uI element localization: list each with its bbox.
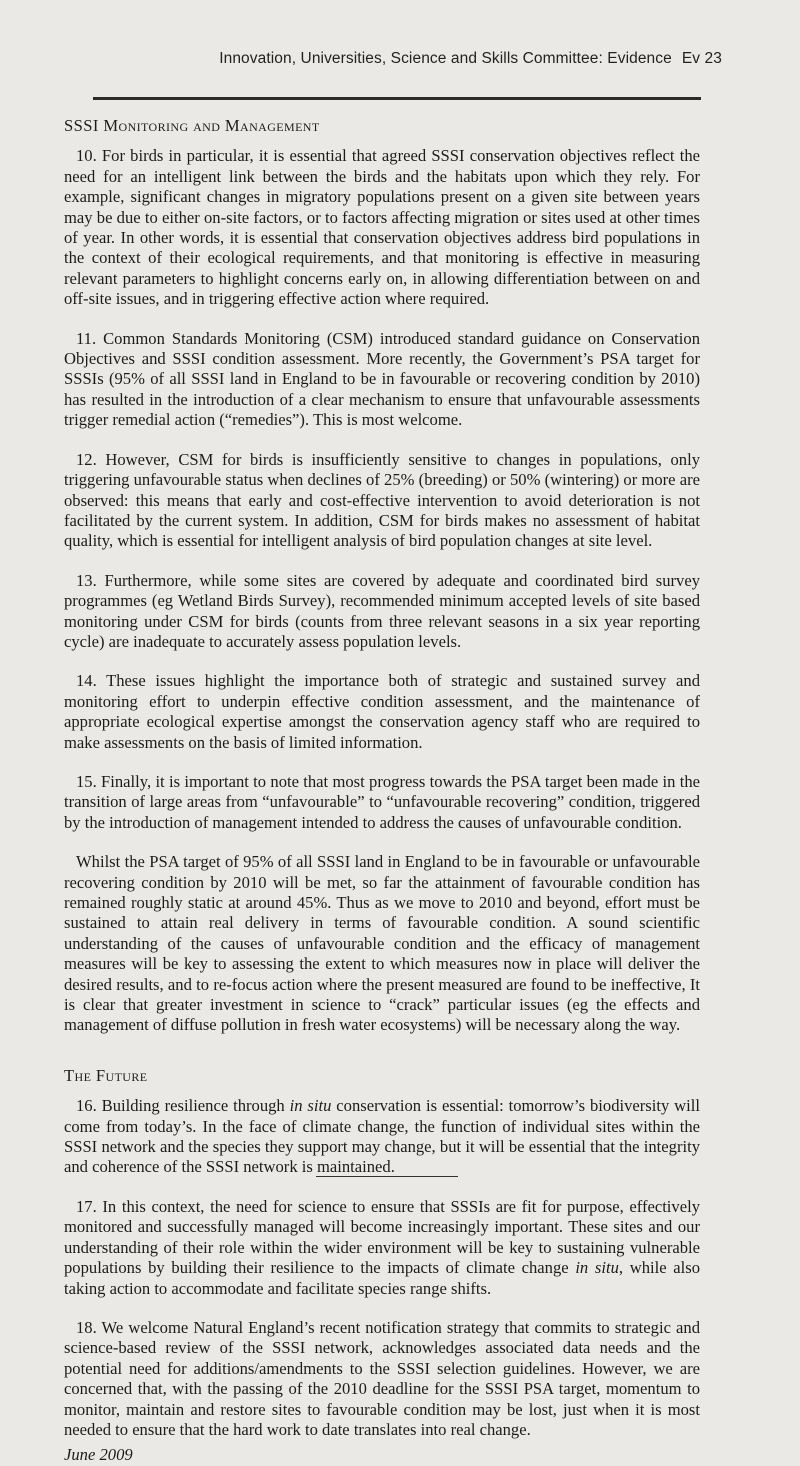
- paragraph-17-end: , while also taking action to accommodate and facilitate species range shifts.: [64, 1258, 701, 1298]
- paragraph-18: 18. We welcome Natural England’s recent notification strategy that commits to strategic and science-based review of the SSSI network, acknowledges associated data needs and the potential need for additions/amendments to the SSSI selection guidelines. However, we are concerned that, with the passing of the 2010 deadline for the SSSI PSA target, momentum to monitor, maintain and restore sites to favourable condition may be lost, just when it is most needed to ensure that the hard work to date translates into real change.: [64, 1317, 700, 1439]
- paragraph-16: [64, 1096, 700, 1178]
- paragraph-12: 12. However, CSM for birds is insufficiently sensitive to changes in populations, only triggering unfavourable status when declines of 25% (breeding) or 50% (wintering) or more are observed: this means that early and cost-effective intervention to avoid deterioration is not facilitated by the current system. In addition, CSM for birds makes no assessment of habitat quality, which is essential for intelligent analysis of bird population changes at site level.: [64, 449, 700, 551]
- paragraph-14: 14. These issues highlight the importance both of strategic and sustained survey and monitoring effort to underpin effective condition assessment, and the maintenance of appropriate ecological expertise amongst the conservation agency staff who are required to make assessments on the basis of limited information.: [64, 671, 700, 752]
- section-heading-monitoring: SSSI Monitoring and Management: [64, 116, 320, 135]
- paragraph-10: 10. For birds in particular, it is essential that agreed SSSI conservation objectives reflect the need for an intelligent link between the birds and the habitats upon which they rely. For example, significant changes in migratory populations present on a given site between years may be due to either on-site factors, or to factors affecting migration or sites used at other times of year. In other words, it is essential that conservation objectives address bird populations in the context of their ecological requirements, and that monitoring is effective in measuring relevant parameters to highlight concerns early on, in allowing differentiation between on and off-site issues, and in triggering effective action where required.: [64, 146, 700, 309]
- paragraph-13: 13. Furthermore, while some sites are covered by adequate and coordinated bird survey programmes (eg Wetland Birds Survey), recommended minimum accepted levels of site based monitoring under CSM for birds (counts from three relevant seasons in a six year reporting cycle) are inadequate to accurately assess population levels.: [64, 570, 700, 651]
- page-number: Ev 23: [681, 50, 722, 67]
- paragraph-16-start: 16. Building resilience through: [76, 1096, 290, 1116]
- header-title: Innovation, Universities, Science and Skills Committee: Evidence: [219, 50, 672, 67]
- header-rule: [93, 97, 701, 100]
- paragraph-15: 15. Finally, it is important to note that most progress towards the PSA target been made in the transition of large areas from “unfavourable” to “unfavourable recovering” condition, triggered by the introduction of management intended to address the causes of unfavourable condition.: [64, 771, 700, 832]
- document-date: June 2009: [64, 1445, 133, 1465]
- paragraph-16-italic: in situ: [289, 1096, 332, 1116]
- footer-rule: [316, 1176, 458, 1177]
- section-heading-future: The Future: [64, 1065, 148, 1085]
- paragraph-17: [64, 1197, 700, 1299]
- paragraph-17-start: 17. In this context, the need for science to ensure that SSSIs are fit for purpose, effectively monitored and successfully managed will become increasingly important. These sites and our understanding of their role within the wider environment will be key to sustaining vulnerable populations by building their resilience to the impacts of climate change: [64, 1196, 700, 1278]
- paragraph-17-italic: in situ: [575, 1258, 619, 1278]
- paragraph-16-end: conservation is essential: tomorrow’s biodiversity will come from today’s. In the face of climate change, the function of individual sites within the SSSI network and the species they support may change, but it will be essential that the integrity and coherence of the SSSI network is maintained.: [64, 1096, 700, 1177]
- paragraph-psa: Whilst the PSA target of 95% of all SSSI land in England to be in favourable or unfavourable recovering condition by 2010 will be met, so far the attainment of favourable condition has remained roughly static at around 45%. Thus as we move to 2010 and beyond, effort must be sustained to attain real delivery in terms of favourable condition. A sound scientific understanding of the causes of unfavourable condition and the efficacy of management measures will be key to assessing the extent to which measures now in place will deliver the desired results, and to re-focus action where the present measured are found to be ineffective, It is clear that greater investment in science to “crack” particular issues (eg the effects and management of diffuse pollution in fresh water ecosystems) will be necessary along the way.: [64, 852, 700, 1035]
- running-header: [0, 50, 722, 68]
- document-body: [64, 116, 700, 1466]
- paragraph-11: 11. Common Standards Monitoring (CSM) introduced standard guidance on Conservation Objectives and SSSI condition assessment. More recently, the Government’s PSA target for SSSIs (95% of all SSSI land in England to be in favourable or recovering condition by 2010) has resulted in the introduction of a clear mechanism to ensure that unfavourable assessments trigger remedial action (“remedies”). This is most welcome.: [64, 328, 700, 430]
